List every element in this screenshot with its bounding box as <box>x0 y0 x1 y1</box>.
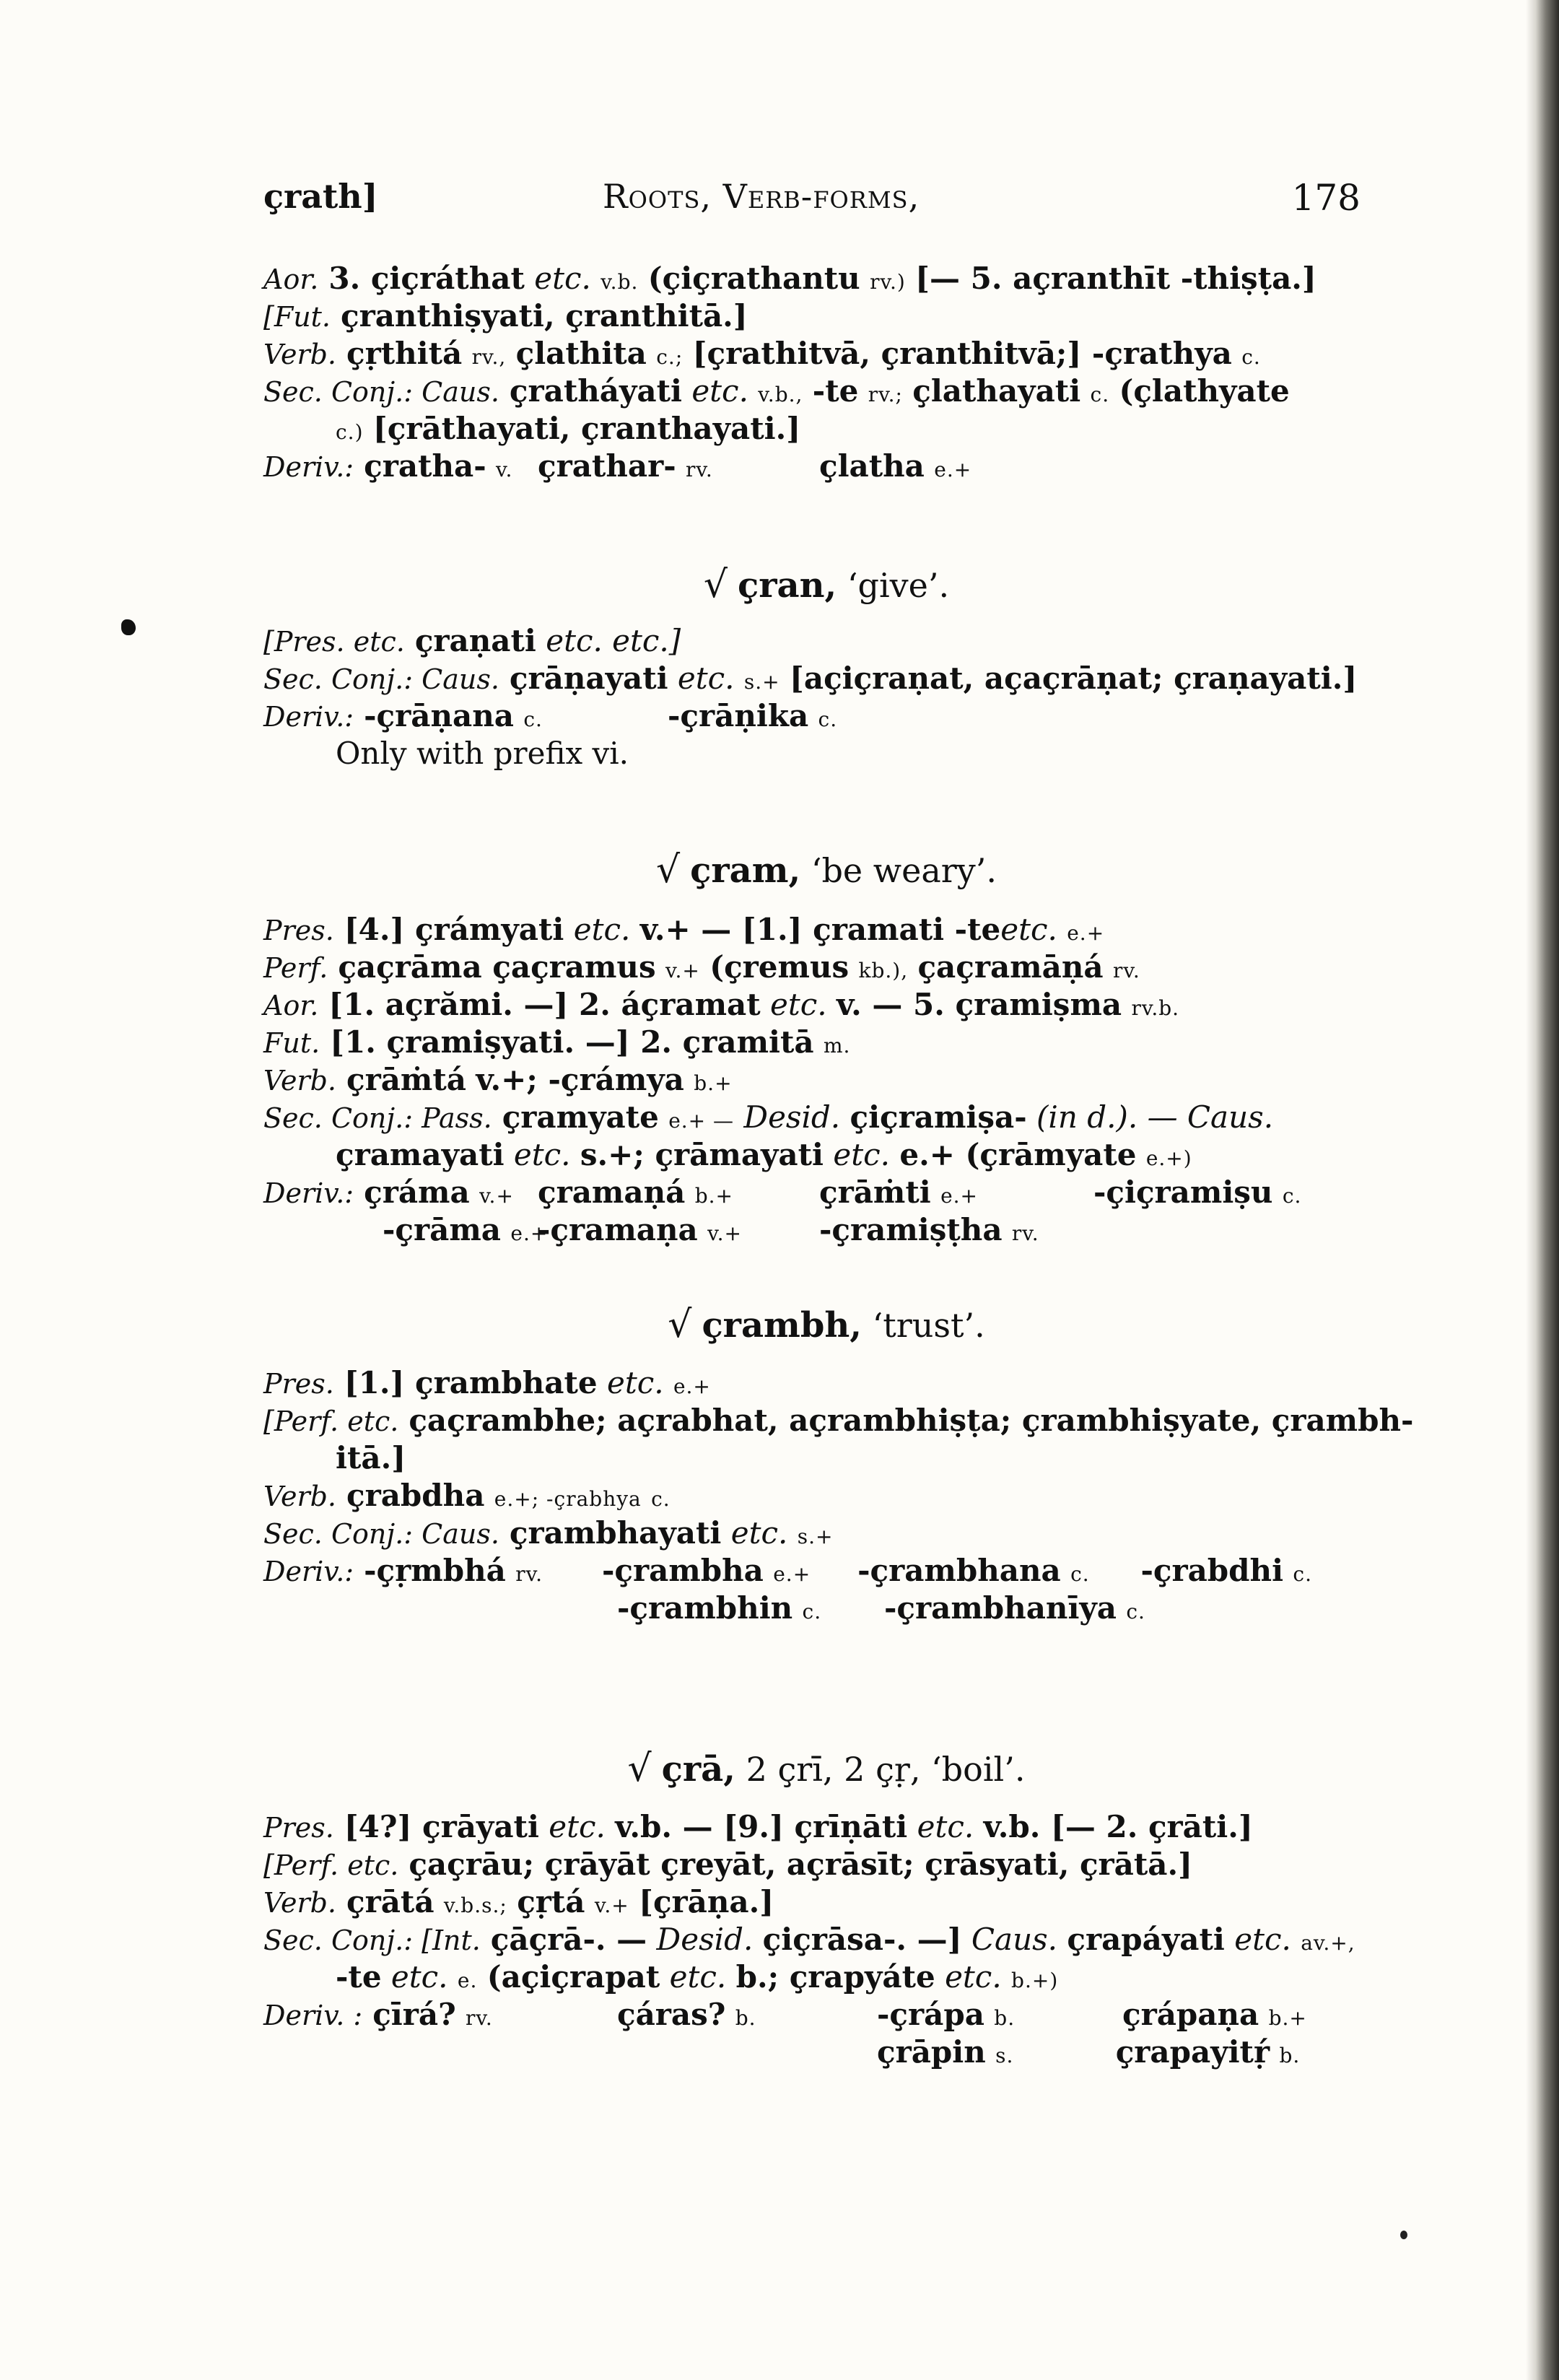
root-heading-cram: √ çram, ‘be weary’. <box>655 848 997 892</box>
entry-line: Fut. [1. çramiṣyati. —] 2. çramitā m. <box>263 1024 851 1060</box>
derivatives-line: -çrambhin c. -çrambhanīya c. <box>617 1590 1145 1626</box>
derivatives-line: Deriv.: çráma v.+ çramaṇá b.+ çrāṁti e.+ -çiçramiṣu c. <box>263 1174 1302 1210</box>
margin-ink-mark <box>121 619 136 635</box>
entry-crath-continued <box>263 260 1389 485</box>
usage-note: Only with prefix vi. <box>336 736 629 771</box>
entry-line: [Pres. etc. çraṇati etc. etc.] <box>263 623 681 658</box>
entry-line: Verb. çrāṁtá v.+; -çrámya b.+ <box>263 1062 733 1097</box>
derivatives-line: Deriv. : çīrá? rv. çáras? b. -çrápa b. çrápaṇa b.+ <box>263 1997 1307 2032</box>
entry-line: [Fut. çranthiṣyati, çranthitā.] <box>263 298 748 334</box>
entry-line: Sec. Conj.: [Int. çāçrā-. — Desid. çiçrāsa-. —] Caus. çrapáyati etc. av.+, <box>263 1922 1355 1957</box>
entry-line: Verb. çrātá v.b.s.; çṛtá v.+ [çrāṇa.] <box>263 1884 774 1919</box>
entry-line: Sec. Conj.: Caus. çratháyati etc. v.b., -te rv.; çlathayati c. (çlathyate <box>263 373 1290 409</box>
entry-line: Pres. [4.] çrámyati etc. v.+ — [1.] çramati -teetc. e.+ <box>263 912 1105 947</box>
derivatives-line: -çrāma e.+ -çramaṇa v.+ -çramiṣṭha rv. <box>383 1212 1039 1247</box>
entry-line: çramayati etc. s.+; çrāmayati etc. e.+ (çrāmyate e.+) <box>336 1137 1192 1172</box>
entry-line: itā.] <box>336 1440 406 1475</box>
header-root-guide: çrath] <box>263 177 378 216</box>
radical-icon: √ <box>703 563 728 606</box>
page-number: 178 <box>1291 177 1361 219</box>
radical-icon: √ <box>627 1747 652 1790</box>
entry-line: Pres. [4?] çrāyati etc. v.b. — [9.] çrīṇāti etc. v.b. [— 2. çrāti.] <box>263 1809 1253 1844</box>
header-title: Roots, Verb-forms, <box>603 177 920 216</box>
scan-binding-edge <box>1526 0 1559 2380</box>
entry-line: Sec. Conj.: Caus. çrāṇayati etc. s.+ [açiçraṇat, açaçrāṇat; çraṇayati.] <box>263 661 1358 696</box>
entry-line: Aor. 3. çiçráthat etc. v.b. (çiçrathantu rv.) [— 5. açranthīt -thiṣṭa.] <box>263 261 1316 296</box>
entry-line: [Perf. etc. çaçrāu; çrāyāt çreyāt, açrāsīt; çrāsyati, çrātā.] <box>263 1847 1192 1882</box>
entry-line: Perf. çaçrāma çaçramus v.+ (çremus kb.), çaçramāṇá rv. <box>263 949 1140 985</box>
derivatives-line: çrāpin s. çrapayitṛ́ b. <box>877 2034 1301 2070</box>
entry-cran <box>263 622 1389 772</box>
radical-icon: √ <box>655 848 681 892</box>
derivatives-line: Deriv.: -çṛmbhá rv. -çrambha e.+ -çrambhana c. -çrabdhi c. <box>263 1553 1312 1588</box>
root-heading-cra: √ çrā, 2 çrī, 2 çṛ, ‘boil’. <box>627 1747 1026 1790</box>
entry-cra <box>263 1808 1389 2071</box>
radical-icon: √ <box>668 1303 692 1346</box>
derivatives-line: Deriv.: çratha- v. çrathar- rv. çlatha e.+ <box>263 448 972 484</box>
entry-line: [Perf. etc. çaçrambhe; açrabhat, açrambhiṣṭa; çrambhiṣyate, çrambh- <box>263 1403 1414 1438</box>
running-header <box>263 177 1361 227</box>
entry-line: Aor. [1. açrămi. —] 2. áçramat etc. v. — 5. çramiṣma rv.b. <box>263 987 1180 1022</box>
entry-line: c.) [çrāthayati, çranthayati.] <box>336 411 801 446</box>
entry-line: Sec. Conj.: Pass. çramyate e.+ — Desid. çiçramiṣa- (in d.). — Caus. <box>263 1099 1274 1135</box>
root-heading-crambh: √ çrambh, ‘trust’. <box>668 1303 985 1346</box>
entry-crambh <box>263 1364 1414 1627</box>
entry-line: Pres. [1.] çrambhate etc. e.+ <box>263 1365 711 1400</box>
ink-speck <box>1400 2231 1407 2239</box>
entry-cram <box>263 911 1389 1249</box>
entry-line: Verb. çrabdha e.+; -çrabhya c. <box>263 1478 671 1513</box>
entry-line: -te etc. e. (açiçrapat etc. b.; çrapyáte etc. b.+) <box>336 1959 1059 1995</box>
root-heading-cran: √ çran, ‘give’. <box>703 563 950 606</box>
entry-line: Sec. Conj.: Caus. çrambhayati etc. s.+ <box>263 1515 834 1551</box>
derivatives-line: Deriv.: -çrāṇana c. -çrāṇika c. <box>263 698 838 733</box>
entry-line: Verb. çṛthitá rv., çlathita c.; [çrathitvā, çranthitvā;] -çrathya c. <box>263 336 1261 371</box>
